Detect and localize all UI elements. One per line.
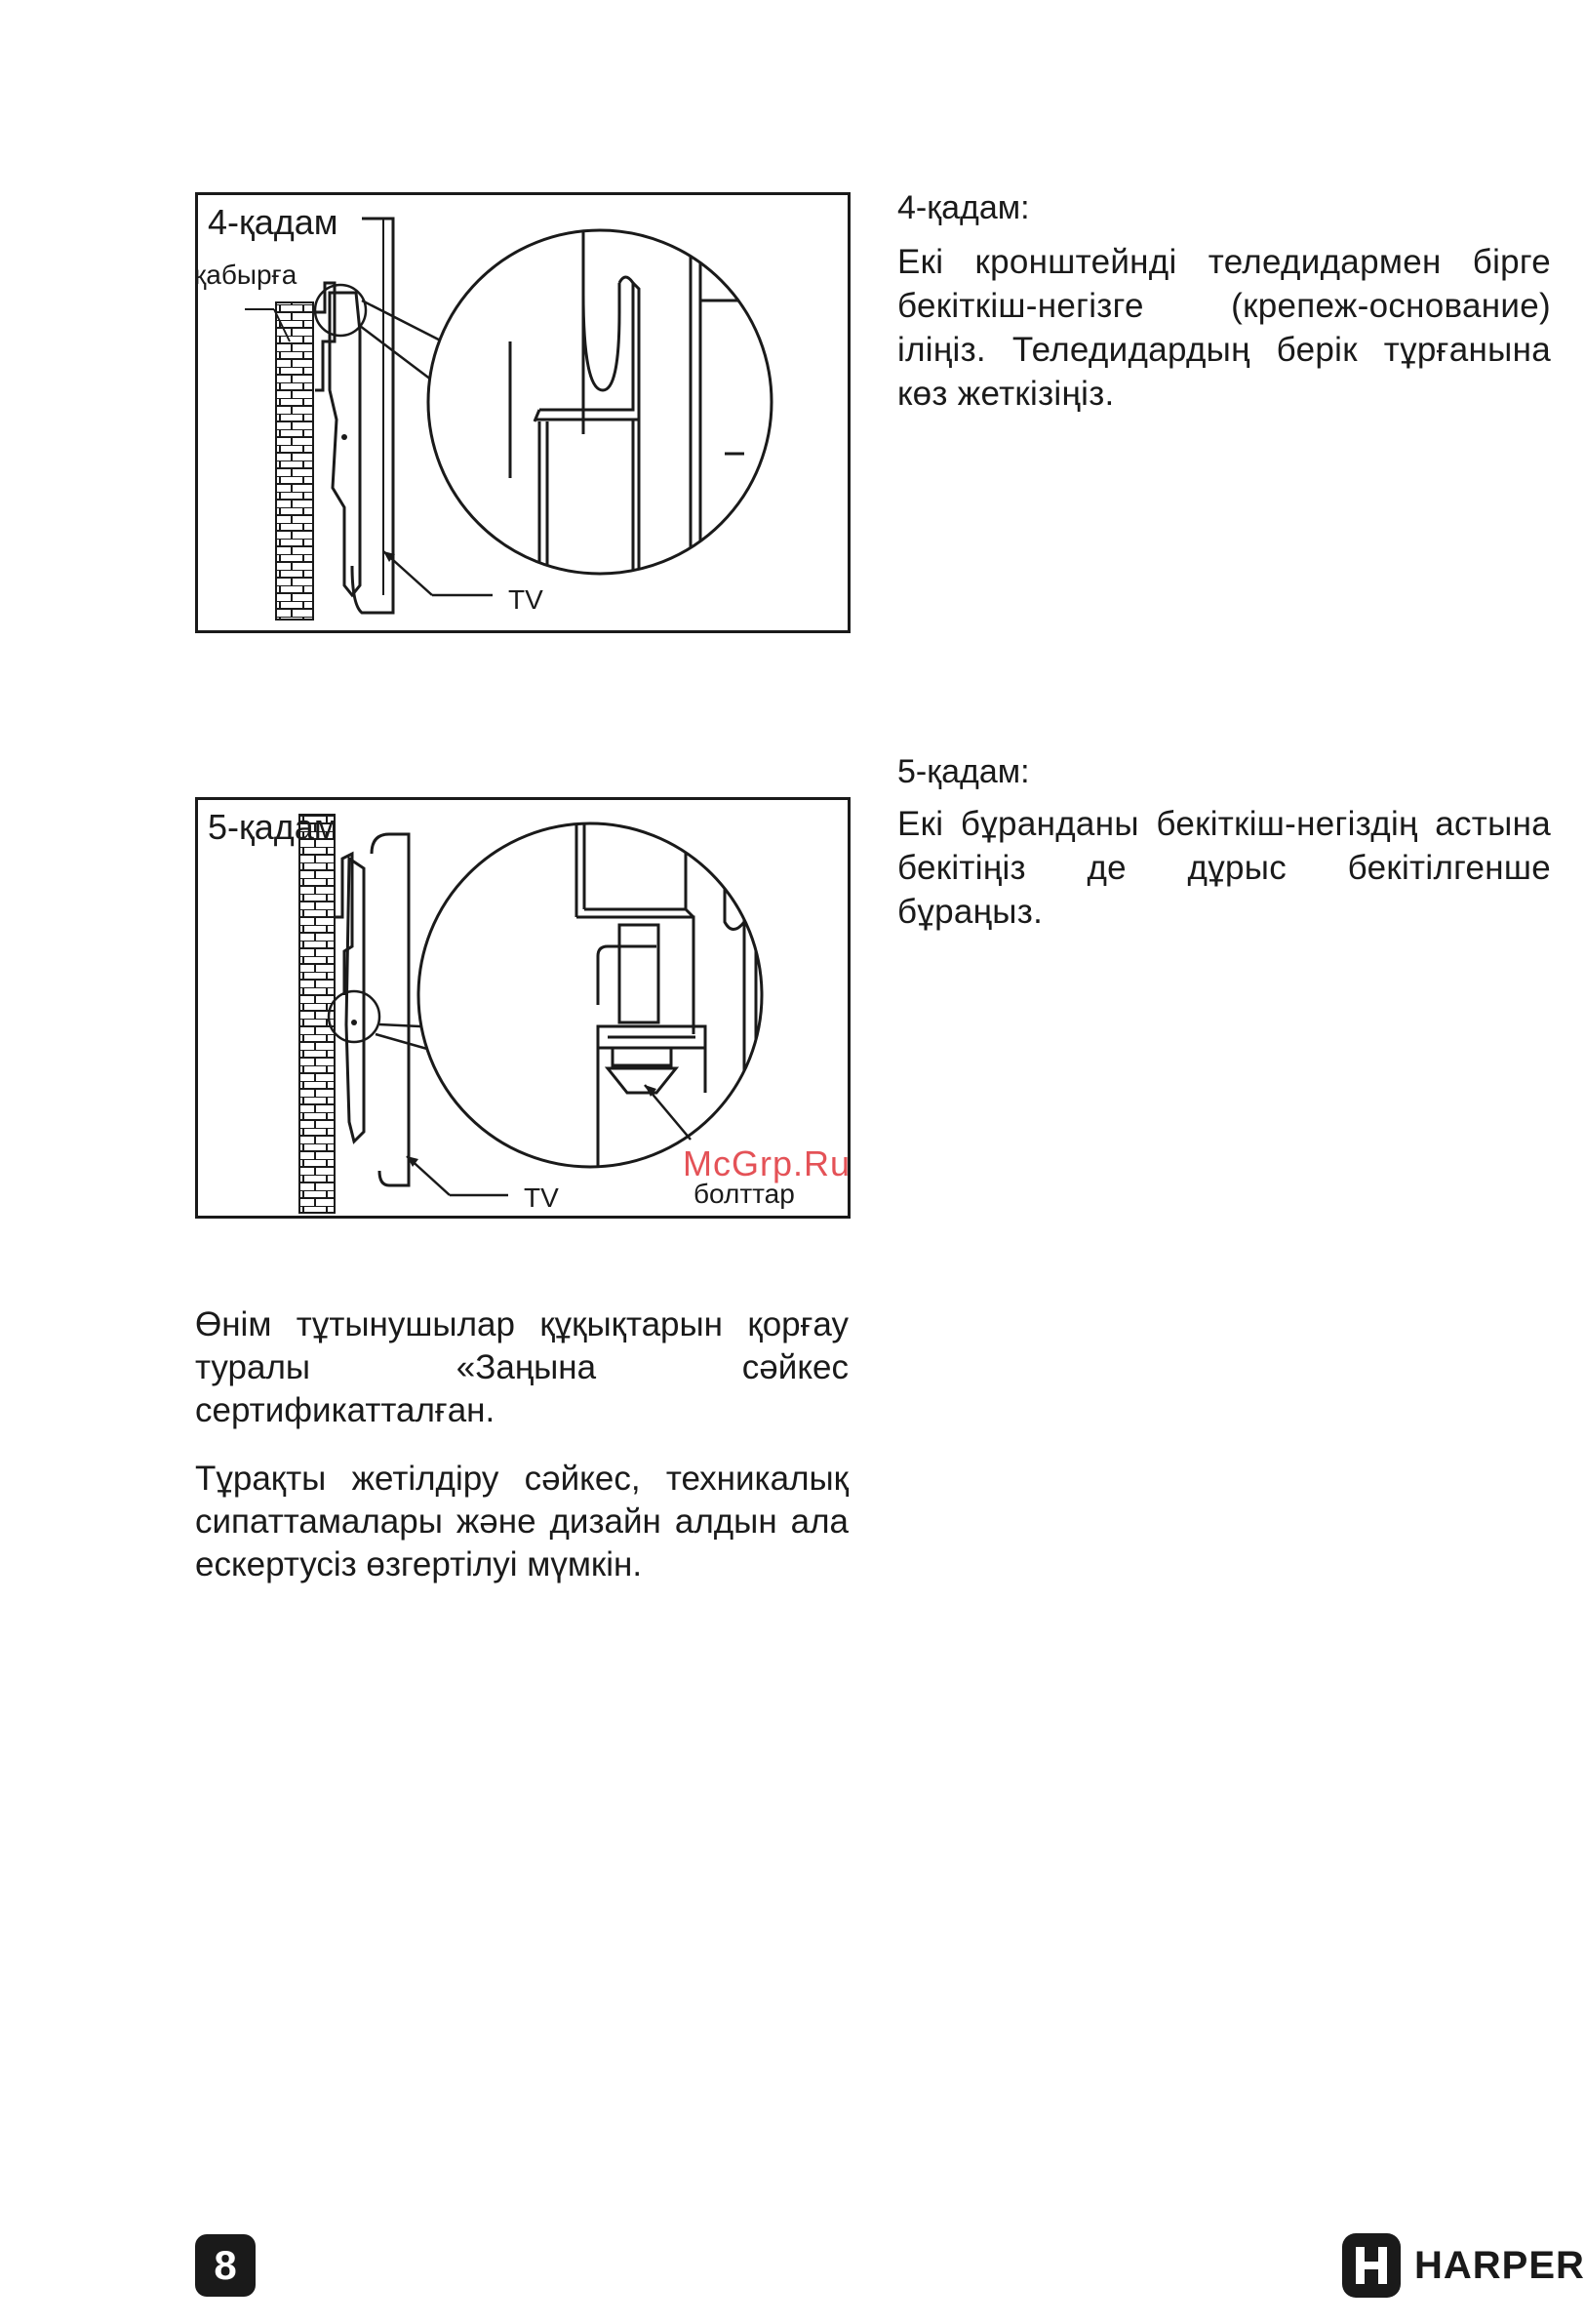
page-number: 8 xyxy=(195,2234,256,2297)
figure1-tv-label: TV xyxy=(508,584,543,615)
step5-body: Екі бұранданы бекіткіш-негіздің астына бекітіңіз де дұрыс бекітілгенше бұраңыз. xyxy=(897,805,1551,931)
figure2-tv-label: TV xyxy=(524,1182,559,1213)
harper-logo-icon xyxy=(1342,2233,1401,2298)
disclaimer-note: Тұрақты жетілдіру сәйкес, техникалық сипаттамалары және дизайн алдын ала ескертусіз өзгертілуі мүмкін. xyxy=(195,1460,849,1583)
figure-step4 xyxy=(195,192,851,633)
watermark: McGrp.Ru xyxy=(683,1143,852,1183)
wall-brick xyxy=(276,302,313,620)
step4-title: 4-қадам: xyxy=(897,189,1030,226)
certification-note: Өнім тұтынушылар құқықтарын қорғау туралы «Заңына сәйкес сертификатталған. xyxy=(195,1305,849,1429)
brand-logo xyxy=(1342,2231,1585,2300)
figure1-wall-label: қабырға xyxy=(194,260,297,290)
figure2-step-label: 5-қадам xyxy=(208,807,338,847)
step4-body: Екі кронштейнді теледидармен бірге бекіткіш-негізге (крепеж-основание) іліңіз. Теледидардың берік тұрғанына көз жеткізіңіз. xyxy=(897,243,1551,413)
brand-name: HARPER xyxy=(1414,2243,1585,2287)
figure2-bolts-label: болттар xyxy=(693,1179,795,1209)
step5-title: 5-қадам: xyxy=(897,753,1030,790)
figure1-step-label: 4-қадам xyxy=(208,202,338,242)
